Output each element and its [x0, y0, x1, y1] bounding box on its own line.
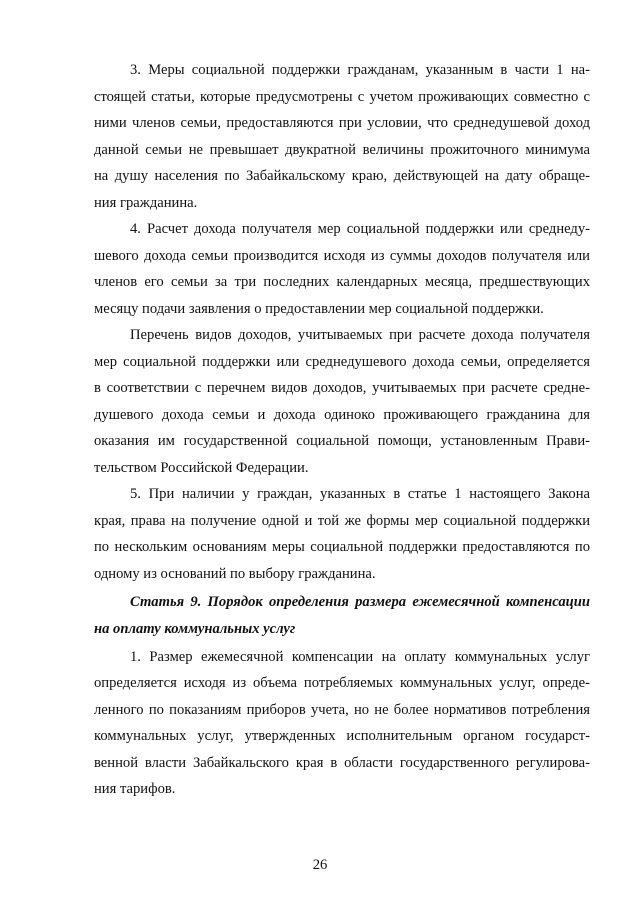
- text-line: 5. При наличии у граждан, указанных в статье 1 настоящего Закона: [130, 486, 590, 502]
- text-line: 4. Расчет дохода получателя мер социальной поддержки или среднеду-: [130, 221, 590, 237]
- text-line: Перечень видов доходов, учитываемых при расчете дохода получателя: [130, 327, 590, 343]
- text-line: шевого дохода семьи производится исходя из суммы доходов получателя или: [94, 248, 590, 264]
- text-line: душевого дохода семьи и дохода одиноко проживающего гражданина для: [94, 407, 590, 423]
- text-line: коммунальных услуг, утвержденных исполнительным органом государст-: [94, 728, 590, 744]
- text-line: тельством Российской Федерации.: [94, 460, 309, 476]
- text-line: ленного по показаниям приборов учета, но не более нормативов потребления: [94, 702, 590, 718]
- text-line: ния гражданина.: [94, 195, 198, 211]
- text-line: венной власти Забайкальского края в области государственного регулирова-: [94, 755, 590, 771]
- text-line: ния тарифов.: [94, 781, 176, 797]
- text-line: стоящей статьи, которые предусмотрены с учетом проживающих совместно с: [94, 89, 590, 105]
- text-line: 3. Меры социальной поддержки гражданам, указанным в части 1 на-: [130, 62, 590, 78]
- text-line: в соответствии с перечнем видов доходов, учитываемых при расчете средне-: [94, 380, 590, 396]
- text-line: одному из оснований по выбору гражданина.: [94, 566, 376, 582]
- text-line: 1. Размер ежемесячной компенсации на оплату коммунальных услуг: [130, 649, 590, 665]
- text-line: ними членов семьи, предоставляются при условии, что среднедушевой доход: [94, 115, 590, 131]
- text-line: оказания им государственной социальной помощи, установленным Прави-: [94, 433, 590, 449]
- text-line: членов его семьи за три последних календарных месяца, предшествующих: [94, 274, 590, 290]
- page-number: 26: [312, 857, 328, 873]
- text-line: данной семьи не превышает двукратной величины прожиточного минимума: [94, 142, 590, 158]
- article-heading: Статья 9. Порядок определения размера ежемесячной компенсации: [130, 594, 590, 610]
- text-line: на душу населения по Забайкальскому краю, действующей на дату обраще-: [94, 168, 590, 184]
- text-line: края, права на получение одной и той же формы мер социальной поддержки: [94, 513, 590, 529]
- article-heading: на оплату коммунальных услуг: [94, 621, 296, 637]
- text-line: мер социальной поддержки или среднедушевого дохода семьи, определяется: [94, 354, 590, 370]
- text-line: месяцу подачи заявления о предоставлении мер социальной поддержки.: [94, 301, 544, 317]
- text-line: определяется исходя из объема потребляемых коммунальных услуг, опреде-: [94, 675, 590, 691]
- text-line: по нескольким основаниям меры социальной поддержки предоставляются по: [94, 539, 590, 555]
